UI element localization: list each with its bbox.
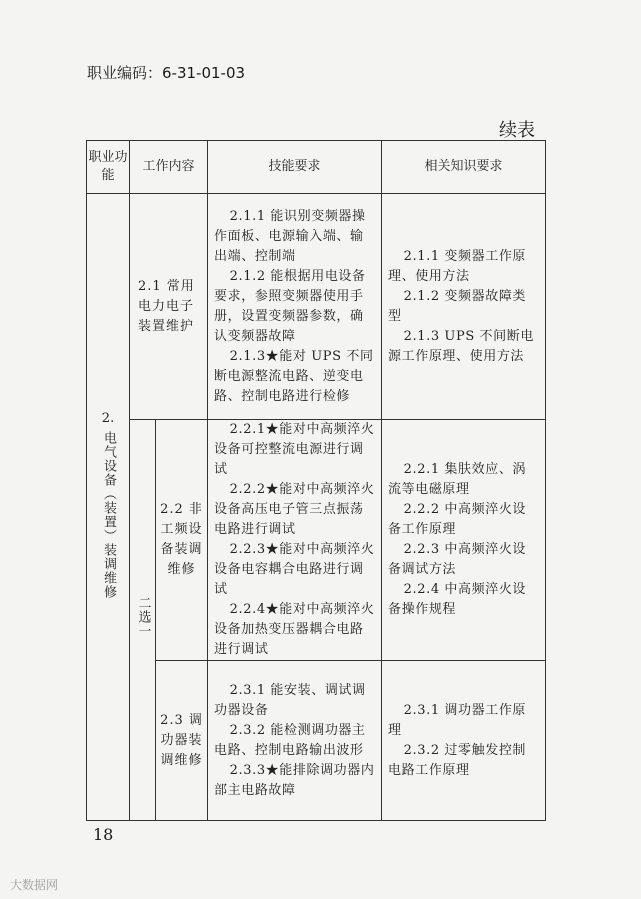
continued-label: 续表 [499, 120, 535, 141]
table-row [87, 194, 546, 420]
page-number: 18 [93, 825, 114, 844]
choice-label: 二选一 [135, 595, 151, 638]
skill-item: 2.2.4★能对中高频淬火设备加热变压器耦合电路进行调试 [214, 602, 375, 657]
knowledge-item: 2.2.2 中高频淬火设备工作原理 [388, 502, 527, 537]
skill-item: 2.3.2 能检测调功器主电路、控制电路输出波形 [214, 722, 366, 758]
skills-table [86, 140, 546, 821]
knowledge-cell [382, 194, 546, 420]
knowledge-item: 2.2.4 中高频淬火设备操作规程 [388, 582, 527, 617]
func-cell [87, 194, 130, 821]
knowledge-item: 2.1.2 变频器故障类型 [388, 288, 527, 324]
skill-item: 2.1.3★能对 UPS 不同断电源整流电路、逆变电路、控制电路进行检修 [214, 348, 374, 404]
header-work: 工作内容 [130, 141, 208, 194]
header-skill: 技能要求 [208, 141, 382, 194]
skill-item: 2.3.3★能排除调功器内部主电路故障 [214, 762, 375, 798]
work-cell: 2.3 调功器装调维修 [156, 661, 208, 821]
header-knowledge: 相关知识要求 [382, 141, 546, 194]
skill-item: 2.1.2 能根据用电设备要求，参照变频器使用手册，设置变频器参数，确认变频器故障 [214, 268, 366, 344]
skill-item: 2.2.2★能对中高频淬火设备高压电子管三点振荡电路进行调试 [214, 482, 375, 537]
skill-cell [208, 661, 382, 821]
header-func: 职业功能 [87, 141, 130, 194]
skill-item: 2.2.3★能对中高频淬火设备电容耦合电路进行调试 [214, 542, 375, 597]
choice-cell [130, 420, 156, 821]
skill-item: 2.1.1 能识别变频器操作面板、电源输入端、输出端、控制端 [214, 208, 366, 264]
skill-item: 2.3.1 能安装、调试调功器设备 [214, 682, 366, 718]
knowledge-item: 2.3.2 过零触发控制电路工作原理 [388, 742, 527, 778]
knowledge-item: 2.2.3 中高频淬火设备调试方法 [388, 542, 527, 577]
work-cell: 2.2 非工频设备装调维修 [156, 420, 208, 661]
func-number: 2. [101, 410, 115, 426]
skill-item: 2.2.1★能对中高频淬火设备可控整流电源进行调试 [214, 422, 375, 477]
table-row [87, 661, 546, 821]
table-row [87, 420, 546, 661]
occupation-code: 职业编码：6-31-01-03 [87, 64, 246, 82]
knowledge-item: 2.3.1 调功器工作原理 [388, 702, 527, 738]
knowledge-item: 2.1.1 变频器工作原理、使用方法 [388, 248, 527, 284]
knowledge-item: 2.1.3 UPS 不间断电源工作原理、使用方法 [388, 328, 534, 364]
watermark: 大数据网 [10, 878, 59, 892]
table-header-row [87, 141, 546, 194]
knowledge-cell [382, 661, 546, 821]
work-cell: 2.1 常用电力电子装置维护 [130, 194, 208, 420]
skill-cell [208, 194, 382, 420]
knowledge-cell [382, 420, 546, 661]
knowledge-item: 2.2.1 集肤效应、涡流等电磁原理 [388, 462, 527, 497]
skill-cell [208, 420, 382, 661]
func-name: 电气设备（装置）装调维修 [101, 430, 116, 599]
